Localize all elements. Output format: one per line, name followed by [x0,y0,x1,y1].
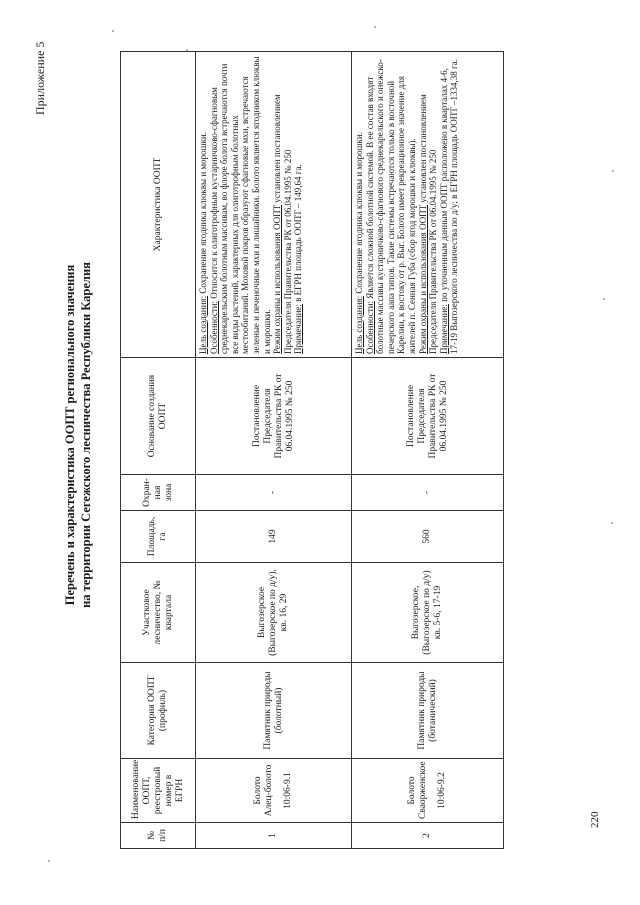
regime-paragraph [418,55,439,354]
cell-forestry [196,563,352,663]
name-line: Сваорженское [418,761,428,819]
forestry-line: (Выгозерское по д/у), [268,569,278,656]
features-label: Особенности: [364,300,375,354]
regime-label: Режим охраны и использования ООПТ [417,204,428,354]
name-line: Алец-болото [264,764,274,817]
cell-basis [352,358,504,475]
forestry-line: кв. 5-6, 17-19 [433,585,443,640]
cell-description [196,52,352,358]
regime-paragraph [272,55,293,354]
oopt-table [120,51,504,849]
header-description: Характеристика ООПТ [121,52,196,358]
note-paragraph [293,55,304,354]
registry-number: 10:06-9.2 [437,772,447,809]
title-line: на территории Сегежского лесничества Республики Карелия [79,262,93,608]
cell-description [352,52,504,358]
forestry-line: Выгозерское [257,586,267,639]
header-area: Площадь, га [121,511,196,563]
category-line: Памятник природы [262,671,273,750]
basis-line: Постановление [405,384,416,448]
basis-line: Председателя [262,388,273,444]
header-zone: Охран-ная зона [121,475,196,511]
basis-line: 06.04.1995 № 250 [284,380,295,452]
forestry-line: (Выгозерское по д/у) [422,570,432,655]
regime-label: Режим охраны и использования ООПТ [272,204,283,354]
features-paragraph [209,55,273,354]
cell-name [352,759,504,823]
goal-paragraph [198,55,209,354]
page-number: 220 [589,811,601,828]
category-line: (болотный) [273,687,284,734]
goal-text: Сохранение ягодника клюквы и морошки. [198,132,208,296]
note-label: Примечание: [438,304,449,354]
note-text: по уточненным данным ООПТ расположено в кварталах 4-6, 17-19 Выгозерского лесничества по д/у; в ЕГРН площадь ООПТ –1334,38 га. [438,59,460,354]
cell-area: 149 [196,511,352,563]
title-line: Перечень и характеристика ООПТ регионального значения [63,264,77,606]
category-line: Памятник природы [416,671,427,750]
note-text: в ЕГРН площадь ООПТ – 149,64 га. [293,164,304,305]
cell-name [196,759,352,823]
goal-paragraph [354,55,365,354]
cell-zone: - [352,475,504,511]
basis-line: Постановление [251,384,262,448]
table-header-row [121,52,196,849]
basis-line: Правительства РК от [427,373,438,459]
cell-num: 2 [352,823,504,849]
features-text: Является сложной болотной системой. В ее состав входят болотные массивы кустарничково-сфагнового среднекарельского и онежско-печерского аапа типов. Такие системы встречаются только в восточной Карелии, к востоку от р. Выг. Болото имеет рекреационное значение для жителей п. Сенная Губа (сбор ягод морошки и клюквы). [364,59,417,354]
appendix-label: Приложение 5 [33,41,47,115]
header-basis: Основание создания ООПТ [121,358,196,475]
regime-text: установлен постановлением Председателя Правительства РК от 06.04.1995 № 250 [272,94,293,354]
header-name: Наименование ООПТ, реестровый номер в ЕГРН [121,759,196,823]
basis-line: Правительства РК от [273,373,284,459]
forestry-line: кв. 16, 29 [279,593,289,632]
cell-category [352,663,504,759]
cell-category [196,663,352,759]
regime-text: установлен постановлением Председателя Правительства РК от 06.04.1995 № 250 [417,94,439,354]
cell-zone: - [196,475,352,511]
forestry-line: Выгозерское, [411,585,421,640]
header-category: Категория ООПТ (профиль) [121,663,196,759]
cell-forestry [352,563,504,663]
table-row [196,52,352,849]
features-label: Особенности: [208,300,219,354]
cell-basis [196,358,352,475]
name-line: Болото [253,776,263,805]
header-forestry: Участковое лесничество, № квартала [121,563,196,663]
note-label: Примечание: [293,304,304,354]
document-title [62,85,94,785]
features-paragraph [365,55,418,354]
cell-num: 1 [196,823,352,849]
goal-label: Цель создания: [198,295,208,354]
registry-number: 10:06-9.1 [283,772,293,809]
goal-text: Сохранение ягодника клюквы и морошки. [354,132,364,296]
name-line: Болото [407,776,417,805]
features-text: Относится к олиготрофным кустарничково-сфагновым среднекарельским болотным массивам, во флоре болота встречаются почти все виды растений, характерных для олиготрофным болотных местообитаний. Моховой покров образуют сфагновые мхи, встречаются зеленые и печеночные мхи и лишайники. Болото является ягодником клюквы и морошки. [208,56,272,354]
table-row [352,52,504,849]
note-paragraph [439,55,460,354]
goal-label: Цель создания: [354,295,364,354]
cell-area: 560 [352,511,504,563]
basis-line: Председателя [416,388,427,444]
basis-line: 06.04.1995 № 250 [438,380,449,452]
category-line: (ботанический) [427,679,438,742]
header-num: № п/п [121,823,196,849]
